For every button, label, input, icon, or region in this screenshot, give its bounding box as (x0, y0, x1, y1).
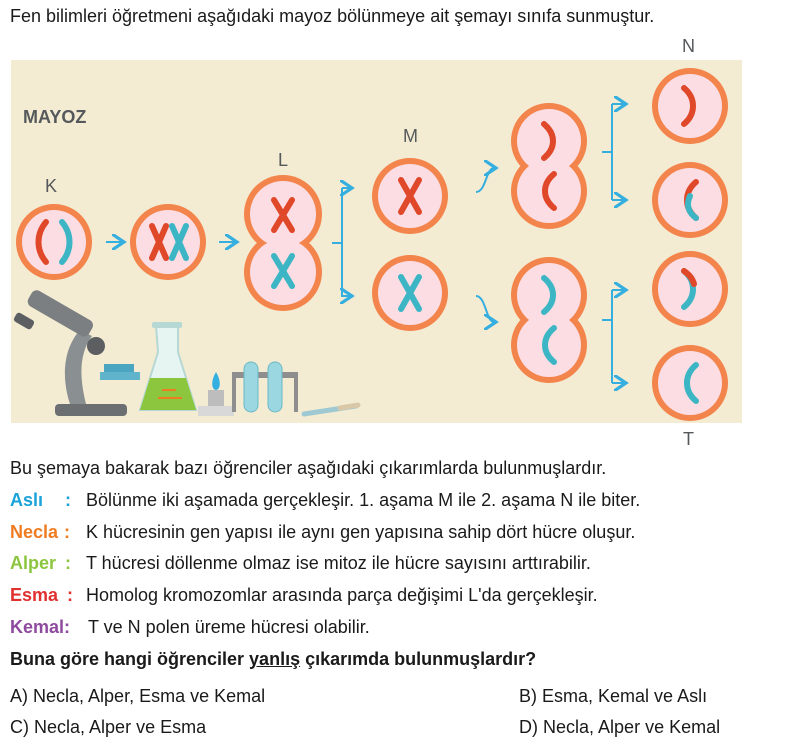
question-text: Buna göre hangi öğrenciler yanlış çıkarımda bulunmuşlardır? (10, 649, 537, 669)
cell-l (244, 175, 322, 311)
option-c[interactable]: C) Necla, Alper ve Esma (10, 717, 207, 737)
student-name: Esma : (10, 585, 74, 605)
cell-dividing-top (511, 103, 587, 229)
student-name: Aslı : (10, 490, 72, 510)
cell-n (652, 68, 728, 144)
microscope-icon (13, 288, 140, 416)
option-a[interactable]: A) Necla, Alper, Esma ve Kemal (10, 686, 266, 706)
cell-final-3 (652, 251, 728, 327)
option-d[interactable]: D) Necla, Alper ve Kemal (519, 717, 721, 737)
statement-asli (10, 490, 640, 511)
label-t: T (683, 429, 694, 449)
statement-kemal (10, 617, 370, 638)
label-l: L (278, 150, 289, 170)
cell-final-2 (652, 162, 728, 238)
statement-esma (10, 585, 598, 606)
cell-t (652, 345, 728, 421)
label-n: N (682, 36, 695, 56)
label-k: K (45, 176, 58, 196)
pipette-icon (304, 405, 358, 414)
cell-k (16, 204, 92, 280)
intro-text: Fen bilimleri öğretmeni aşağıdaki mayoz bölünmeye ait şemayı sınıfa sunmuştur. (10, 6, 655, 26)
burner-icon (198, 372, 234, 416)
test-tubes-icon (232, 362, 298, 412)
flask-icon (140, 322, 196, 410)
student-name: Kemal: (10, 617, 71, 637)
question-emphasis: yanlış (249, 649, 301, 669)
cell-m (372, 158, 448, 234)
label-m: M (403, 126, 418, 146)
student-statement: Bölünme iki aşamada gerçekleşir. 1. aşama M ile 2. aşama N ile biter. (86, 490, 641, 510)
student-name: Necla : (10, 522, 71, 542)
statement-alper (10, 553, 591, 574)
cell-dividing-bottom (511, 257, 587, 383)
option-b[interactable]: B) Esma, Kemal ve Aslı (519, 686, 708, 706)
cell-m-sibling (372, 255, 448, 331)
student-statement: Homolog kromozomlar arasında parça değişimi L'da gerçekleşir. (86, 585, 598, 605)
question-intro: Bu şemaya bakarak bazı öğrenciler aşağıdaki çıkarımlarda bulunmuşlardır. (10, 458, 607, 478)
diagram-title: MAYOZ (23, 107, 87, 127)
student-statement: K hücresinin gen yapısı ile aynı gen yapısına sahip dört hücre oluşur. (86, 522, 636, 542)
student-statement: T hücresi döllenme olmaz ise mitoz ile hücre sayısını arttırabilir. (86, 553, 591, 573)
student-statement: T ve N polen üreme hücresi olabilir. (88, 617, 370, 637)
statement-necla (10, 522, 635, 543)
student-name: Alper : (10, 553, 72, 573)
cell-replicated (130, 204, 206, 280)
